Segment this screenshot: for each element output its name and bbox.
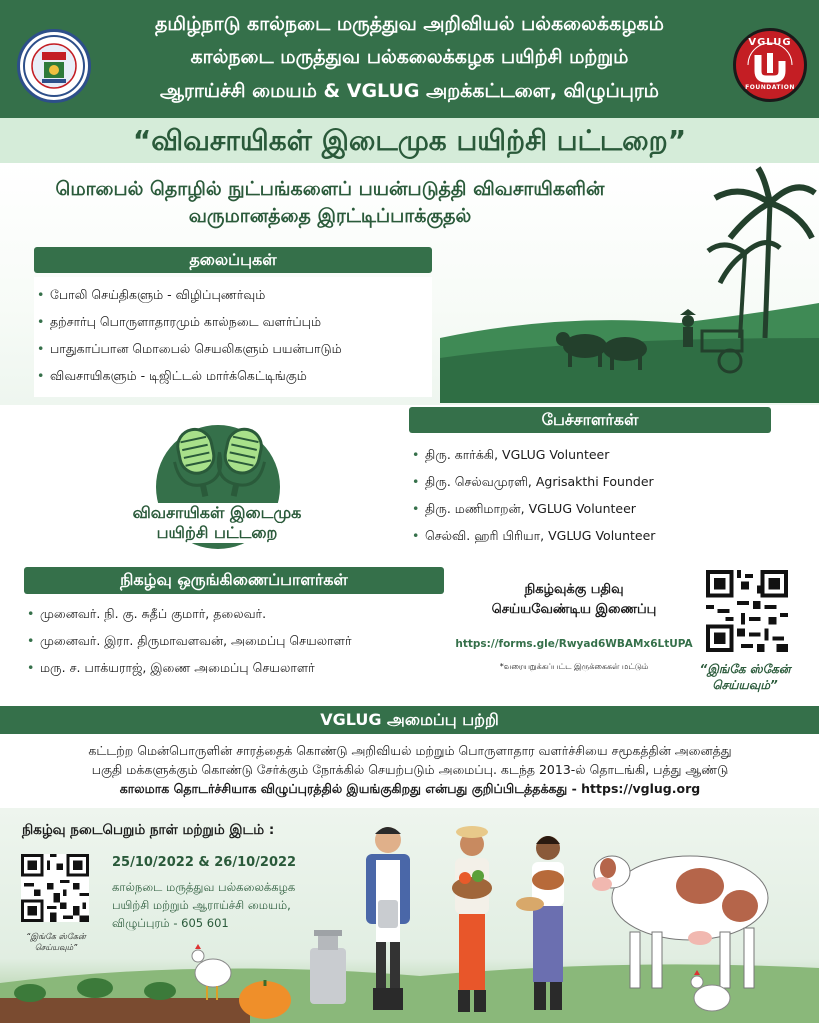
vglug-logo-text: VGLUG [748,37,792,48]
topic-item: • தற்சார்பு பொருளாதாரமும் கால்நடை வளர்ப்பும் [34,308,432,335]
title-band [0,118,819,163]
about-heading-bar [0,706,819,734]
topic-item: • பாதுகாப்பான மொபைல் செயலிகளும் பயன்பாடும் [34,335,432,362]
registration-scan-line-2: செய்யவும்” [712,678,778,692]
venue-scan-line-2: செய்யவும்” [34,943,78,952]
milk-can-icon [310,930,346,1004]
vglug-foundation-logo [733,28,807,102]
about-text [35,741,785,798]
topics-heading: தலைப்புகள் [34,247,432,273]
coordinators-list [24,596,444,688]
about-line-2: பகுதி மக்களுக்கும் கொண்டு சேர்க்கும் நோக்கில் செயற்படும் அமைப்பு. கடந்த 2013-ல் தொடங்கி, பத்து ஆண்டு [91,762,729,777]
podcast-logo-line-1: விவசாயிகள் இடைமுக [129,503,306,523]
about-heading: VGLUG அமைப்பு பற்றி [320,710,499,729]
topics-list [34,277,432,397]
registration-scan-hint [690,661,800,693]
venue-scan-line-1: “இங்கே ஸ்கேன் [26,932,86,941]
about-line-3: காலமாக தொடர்ச்சியாக விழுப்புரத்தில் இயங்குகிறது என்பது குறிப்பிடத்தக்கது - https://vglug.org [119,781,701,796]
registration-link[interactable]: https://forms.gle/Rwyad6WBAMx6LtUPA [455,638,693,650]
event-theme-line-2: வருமானத்தை இரட்டிப்பாக்குதல் [188,205,472,227]
venue-address [112,878,295,932]
farmer-plough-illustration [440,163,819,403]
registration-scan-line-1: “இங்கே ஸ்கேன் [699,662,791,676]
coordinator-item: • முனைவர். இரா. திருமாவளவன், அமைப்பு செயலாளர் [24,627,444,654]
vglug-logo-subtext: FOUNDATION [745,84,795,91]
header-line-3: ஆராய்ச்சி மையம் & VGLUG அறக்கட்டளை, விழுப்புரம் [160,80,659,102]
topic-item: • விவசாயிகளும் - டிஜிட்டல் மார்க்கெட்டிங்கும் [34,362,432,389]
university-emblem-icon [20,32,88,100]
registration-label-line-2: செய்யவேண்டிய இணைப்பு [491,602,657,617]
header-line-1: தமிழ்நாடு கால்நடை மருத்துவ அறிவியல் பல்கலைக்கழகம் [155,13,664,35]
venue-qr-code[interactable] [21,854,89,922]
registration-note: *வரையறுக்கப்பட்ட இருக்கைகள் மட்டும் [499,662,649,671]
venue-address-line-3: விழுப்புரம் - 605 601 [112,916,229,930]
microphone-icon [160,417,280,507]
venue-address-line-1: கால்நடை மருத்துவ பல்கலைக்கழக [112,880,296,894]
speaker-item: • செல்வி. ஹரி பிரியா, VGLUG Volunteer [409,522,771,549]
about-line-1: கட்டற்ற மென்பொருளின் சாரத்தைக் கொண்டு அறிவியல் மற்றும் பொருளாதார வளர்ச்சியை சமூகத்தின் அனைத்து [88,743,732,758]
event-theme-line-1: மொபைல் தொழில் நுட்பங்களைப் பயன்படுத்தி விவசாயிகளின் [55,178,605,200]
coordinator-item: • முனைவர். நி. கு. சுதீப் குமார், தலைவர். [24,600,444,627]
speaker-item: • திரு. செல்வமுரளி, Agrisakthi Founder [409,468,771,495]
registration-label [456,580,692,620]
registration-label-line-1: நிகழ்வுக்கு பதிவு [524,582,624,597]
podcast-logo-line-2: பயிற்சி பட்டறை [153,523,282,543]
qr-code-icon [706,570,788,652]
qr-code-icon [21,854,89,922]
event-title: “விவசாயிகள் இடைமுக பயிற்சி பட்டறை” [132,124,687,157]
university-logo [17,29,91,103]
speakers-heading: பேச்சாளர்கள் [409,407,771,433]
topic-item: • போலி செய்திகளும் - விழிப்புணர்வும் [34,281,432,308]
coordinators-heading: நிகழ்வு ஒருங்கிணைப்பாளர்கள் [24,567,444,594]
coordinator-item: • மரு. ச. பாக்யராஜ், இணை அமைப்பு செயலாளர் [24,654,444,681]
venue-heading: நிகழ்வு நடைபெறும் நாள் மற்றும் இடம் : [22,822,275,838]
header-line-2: கால்நடை மருத்துவ பல்கலைக்கழக பயிற்சி மற்றும் [190,46,629,68]
event-dates: 25/10/2022 & 26/10/2022 [112,855,297,870]
header-banner [0,0,819,118]
registration-qr-code[interactable] [706,570,788,652]
venue-address-line-2: பயிற்சி மற்றும் ஆராய்ச்சி மையம், [112,898,291,912]
speaker-item: • திரு. மணிமாறன், VGLUG Volunteer [409,495,771,522]
venue-scan-hint [14,931,98,953]
speakers-list [409,437,771,555]
podcast-logo-label [95,503,339,543]
speaker-item: • திரு. கார்க்கி, VGLUG Volunteer [409,441,771,468]
